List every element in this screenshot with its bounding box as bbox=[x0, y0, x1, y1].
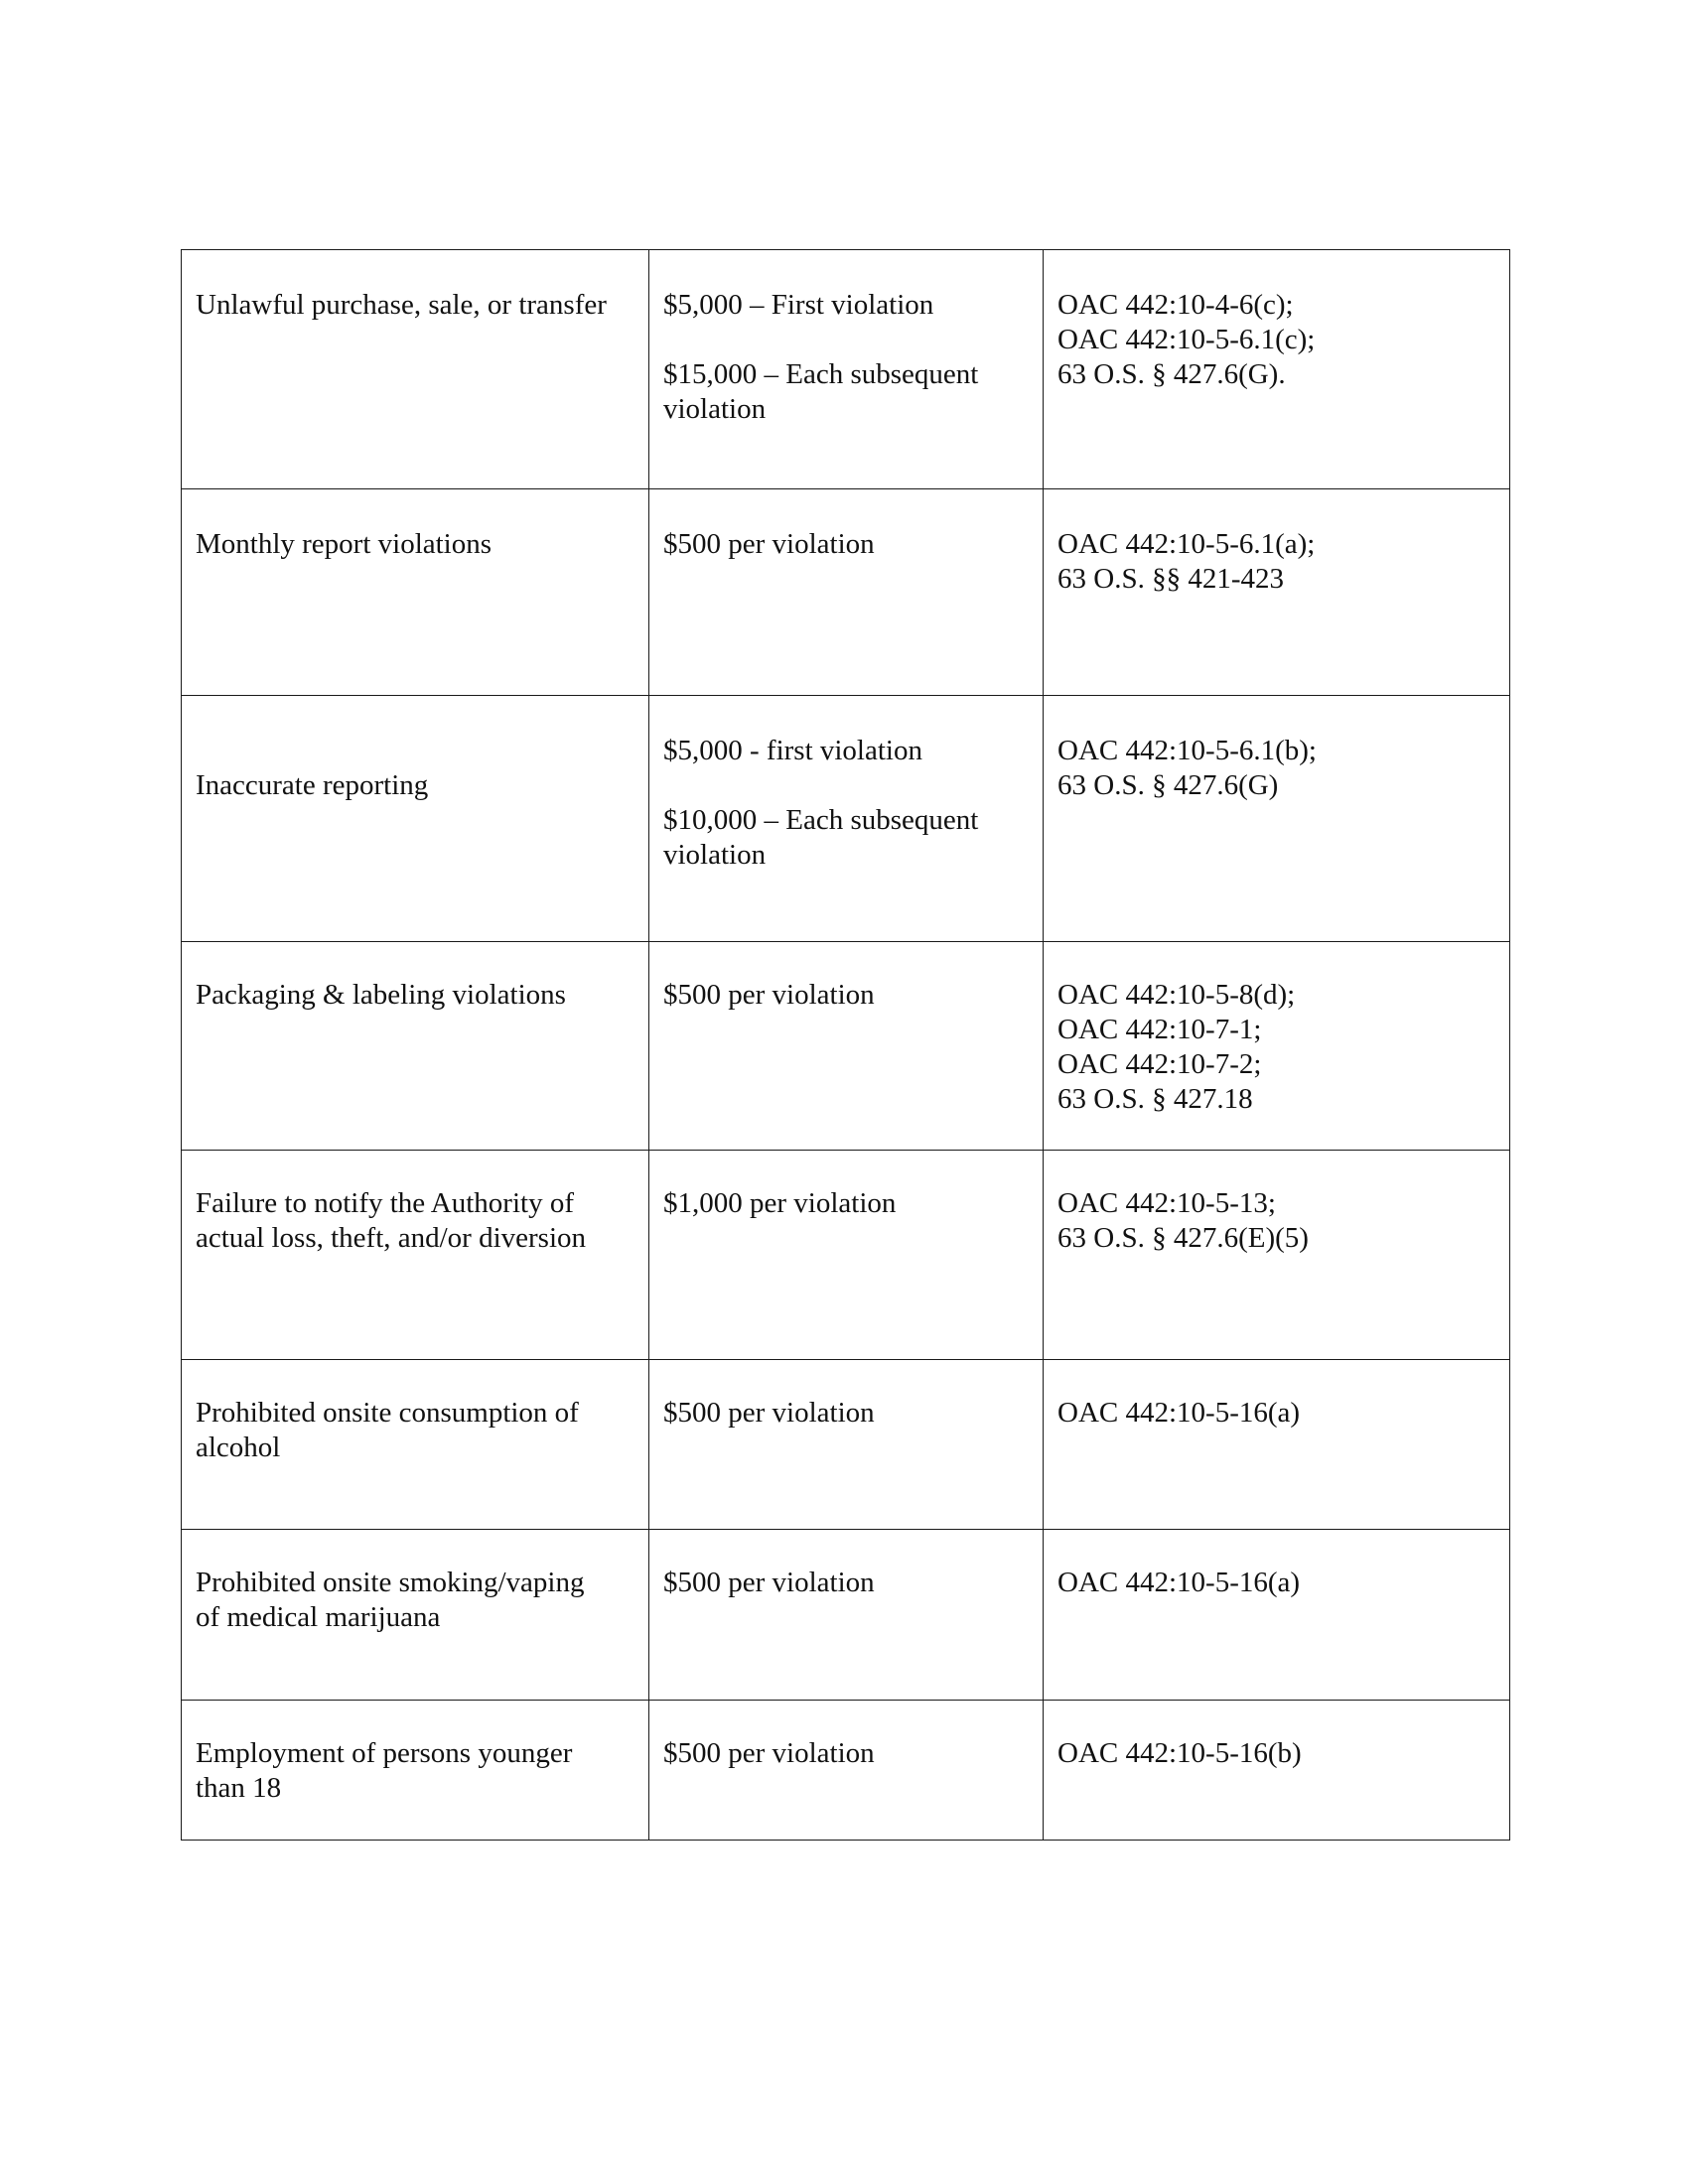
table-row bbox=[182, 489, 1510, 696]
citation-cell bbox=[1044, 696, 1510, 942]
citation-text: OAC 442:10-7-1; bbox=[1057, 1014, 1262, 1045]
fine-text: $500 per violation bbox=[663, 1737, 875, 1769]
citation-text: 63 O.S. § 427.6(G) bbox=[1057, 769, 1279, 801]
citation-text: OAC 442:10-7-2; bbox=[1057, 1048, 1262, 1080]
violation-text: alcohol bbox=[196, 1432, 281, 1463]
fine-cell bbox=[649, 1530, 1044, 1701]
citation-cell bbox=[1044, 1530, 1510, 1701]
table-row bbox=[182, 696, 1510, 942]
violation-text: than 18 bbox=[196, 1772, 282, 1804]
table-row bbox=[182, 1530, 1510, 1701]
violation-cell bbox=[182, 1701, 649, 1841]
citation-text: 63 O.S. § 427.6(E)(5) bbox=[1057, 1222, 1309, 1254]
violation-text: actual loss, theft, and/or diversion bbox=[196, 1222, 587, 1254]
citation-cell bbox=[1044, 1701, 1510, 1841]
table-row bbox=[182, 1701, 1510, 1841]
fine-cell bbox=[649, 489, 1044, 696]
violation-cell bbox=[182, 696, 649, 942]
table-row bbox=[182, 942, 1510, 1151]
fine-text: $500 per violation bbox=[663, 528, 875, 560]
violation-text: Prohibited onsite consumption of bbox=[196, 1397, 579, 1429]
citation-text: 63 O.S. § 427.6(G). bbox=[1057, 358, 1286, 390]
citation-text: OAC 442:10-5-6.1(b); bbox=[1057, 735, 1317, 766]
fine-cell bbox=[649, 696, 1044, 942]
violations-table bbox=[181, 249, 1510, 1841]
fine-cell bbox=[649, 1701, 1044, 1841]
violation-cell bbox=[182, 1151, 649, 1360]
fine-text: $500 per violation bbox=[663, 1397, 875, 1429]
fine-text: $500 per violation bbox=[663, 979, 875, 1011]
violation-text: Packaging & labeling violations bbox=[196, 979, 566, 1011]
citation-text: OAC 442:10-5-16(a) bbox=[1057, 1397, 1301, 1429]
fine-text: $500 per violation bbox=[663, 1567, 875, 1598]
violation-text: Prohibited onsite smoking/vaping bbox=[196, 1567, 585, 1598]
violation-text: Employment of persons younger bbox=[196, 1737, 573, 1769]
violation-cell bbox=[182, 1360, 649, 1530]
fine-text: $5,000 – First violation bbox=[663, 289, 934, 321]
violation-cell bbox=[182, 250, 649, 489]
fine-text: violation bbox=[663, 839, 767, 871]
fine-text: $15,000 – Each subsequent bbox=[663, 358, 979, 390]
violation-cell bbox=[182, 489, 649, 696]
citation-text: OAC 442:10-5-8(d); bbox=[1057, 979, 1296, 1011]
fine-cell bbox=[649, 942, 1044, 1151]
fine-cell bbox=[649, 250, 1044, 489]
citation-text: OAC 442:10-5-6.1(a); bbox=[1057, 528, 1316, 560]
citation-text: 63 O.S. § 427.18 bbox=[1057, 1083, 1253, 1115]
citation-text: OAC 442:10-4-6(c); bbox=[1057, 289, 1294, 321]
citation-text: OAC 442:10-5-6.1(c); bbox=[1057, 324, 1316, 355]
table-row bbox=[182, 1151, 1510, 1360]
violation-cell bbox=[182, 1530, 649, 1701]
fine-text: violation bbox=[663, 393, 767, 425]
table-row bbox=[182, 250, 1510, 489]
violation-text: Monthly report violations bbox=[196, 528, 492, 560]
citation-text: OAC 442:10-5-13; bbox=[1057, 1187, 1276, 1219]
citation-cell bbox=[1044, 250, 1510, 489]
violation-cell bbox=[182, 942, 649, 1151]
violation-text: Failure to notify the Authority of bbox=[196, 1187, 574, 1219]
fine-text: $5,000 - first violation bbox=[663, 735, 922, 766]
citation-cell bbox=[1044, 489, 1510, 696]
table-row bbox=[182, 1360, 1510, 1530]
citation-text: 63 O.S. §§ 421-423 bbox=[1057, 563, 1284, 595]
fine-cell bbox=[649, 1151, 1044, 1360]
citation-cell bbox=[1044, 1360, 1510, 1530]
citation-cell bbox=[1044, 1151, 1510, 1360]
violation-text: Unlawful purchase, sale, or transfer bbox=[196, 289, 607, 321]
citation-cell bbox=[1044, 942, 1510, 1151]
fine-text: $1,000 per violation bbox=[663, 1187, 897, 1219]
violation-text: Inaccurate reporting bbox=[196, 769, 429, 801]
citation-text: OAC 442:10-5-16(b) bbox=[1057, 1737, 1302, 1769]
violation-text: of medical marijuana bbox=[196, 1601, 441, 1633]
fine-text: $10,000 – Each subsequent bbox=[663, 804, 979, 836]
citation-text: OAC 442:10-5-16(a) bbox=[1057, 1567, 1301, 1598]
fine-cell bbox=[649, 1360, 1044, 1530]
